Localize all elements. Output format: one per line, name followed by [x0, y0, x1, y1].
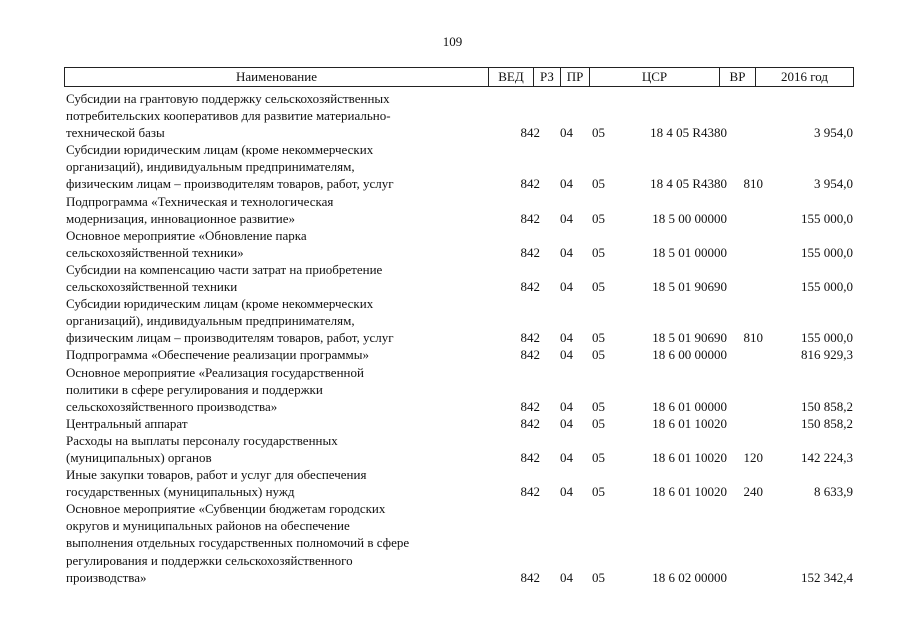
cell-ved: 842 [520, 210, 540, 226]
header-year: 2016 год [781, 69, 828, 84]
cell-sum: 152 342,4 [801, 569, 853, 585]
cell-sum: 142 224,3 [801, 449, 853, 465]
header-rz: РЗ [534, 68, 561, 86]
cell-ved: 842 [520, 484, 540, 500]
cell-pr: 05 [592, 279, 605, 295]
cell-name: Подпрограмма «Обеспечение реализации программы» [66, 347, 369, 363]
header-csr: ЦСР [590, 68, 720, 86]
cell-ved: 842 [520, 347, 540, 363]
cell-name: Субсидии юридическим лицам (кроме некоммерческих организаций), индивидуальным предпринимателям, физическим лицам – производителям товаров, работ, услуг [66, 296, 394, 346]
cell-name: Основное мероприятие «Обновление парка сельскохозяйственной техники» [66, 227, 307, 260]
cell-pr: 05 [592, 569, 605, 585]
table-row [66, 432, 856, 466]
header-pr: ПР [561, 68, 590, 86]
cell-sum: 816 929,3 [801, 347, 853, 363]
cell-pr: 05 [592, 449, 605, 465]
cell-sum: 155 000,0 [801, 279, 853, 295]
cell-vr: 120 [743, 449, 763, 465]
cell-pr: 05 [592, 125, 605, 141]
cell-csr: 18 4 05 R4380 [650, 176, 727, 192]
cell-name: Субсидии на компенсацию части затрат на приобретение сельскохозяйственной техники [66, 261, 383, 295]
table-row [66, 227, 856, 261]
cell-sum: 155 000,0 [801, 244, 853, 260]
cell-pr: 05 [592, 347, 605, 363]
cell-name: Основное мероприятие «Субвенции бюджетам городских округов и муниципальных районов на обеспечение выполнения отдельных государственных полномочий в сфере регулирования и поддержки сельскохозяйственного производства» [66, 501, 410, 585]
cell-sum: 150 858,2 [801, 415, 853, 431]
header-ved: ВЕД [489, 68, 534, 86]
cell-rz: 04 [560, 125, 573, 141]
cell-pr: 05 [592, 244, 605, 260]
table-row [66, 90, 856, 141]
cell-rz: 04 [560, 244, 573, 260]
cell-sum: 155 000,0 [801, 210, 853, 226]
cell-rz: 04 [560, 398, 573, 414]
cell-csr: 18 6 01 00000 [652, 398, 727, 414]
table-row [66, 500, 856, 585]
cell-csr: 18 5 01 90690 [652, 279, 727, 295]
cell-ved: 842 [520, 449, 540, 465]
cell-ved: 842 [520, 244, 540, 260]
cell-ved: 842 [520, 569, 540, 585]
cell-ved: 842 [520, 176, 540, 192]
cell-sum: 3 954,0 [814, 176, 853, 192]
cell-ved: 842 [520, 279, 540, 295]
cell-ved: 842 [520, 330, 540, 346]
cell-pr: 05 [592, 330, 605, 346]
cell-rz: 04 [560, 415, 573, 431]
cell-rz: 04 [560, 210, 573, 226]
cell-rz: 04 [560, 569, 573, 585]
cell-csr: 18 6 00 00000 [652, 347, 727, 363]
table-row [66, 295, 856, 346]
cell-vr: 810 [743, 176, 763, 192]
cell-csr: 18 5 00 00000 [652, 210, 727, 226]
cell-vr: 810 [743, 330, 763, 346]
cell-sum: 8 633,9 [814, 484, 853, 500]
cell-rz: 04 [560, 279, 573, 295]
cell-pr: 05 [592, 484, 605, 500]
cell-vr: 240 [743, 484, 763, 500]
cell-csr: 18 6 02 00000 [652, 569, 727, 585]
cell-name: Центральный аппарат [66, 415, 188, 431]
cell-sum: 3 954,0 [814, 125, 853, 141]
cell-pr: 05 [592, 176, 605, 192]
cell-csr: 18 5 01 00000 [652, 244, 727, 260]
cell-name: Субсидии на грантовую поддержку сельскохозяйственных потребительских кооперативов для развитие материально- технической базы [66, 91, 391, 141]
table-header [64, 67, 854, 87]
cell-csr: 18 6 01 10020 [652, 449, 727, 465]
cell-rz: 04 [560, 330, 573, 346]
cell-name: Субсидии юридическим лицам (кроме некоммерческих организаций), индивидуальным предпринимателям, физическим лицам – производителям товаров, работ, услуг [66, 142, 394, 192]
cell-rz: 04 [560, 347, 573, 363]
cell-pr: 05 [592, 210, 605, 226]
table-row [66, 415, 856, 432]
table-row [66, 364, 856, 415]
cell-csr: 18 4 05 R4380 [650, 125, 727, 141]
table-row [66, 141, 856, 192]
table-row [66, 261, 856, 295]
header-vr: ВР [720, 68, 756, 86]
cell-pr: 05 [592, 415, 605, 431]
cell-name: Расходы на выплаты персоналу государственных (муниципальных) органов [66, 432, 338, 465]
cell-pr: 05 [592, 398, 605, 414]
cell-csr: 18 6 01 10020 [652, 484, 727, 500]
header-name: Наименование [65, 68, 489, 86]
cell-csr: 18 5 01 90690 [652, 330, 727, 346]
page-number: 109 [442, 34, 463, 49]
cell-name: Подпрограмма «Техническая и технологическая модернизация, инновационное развитие» [66, 193, 334, 226]
table-row [66, 193, 856, 227]
table-body [66, 90, 856, 586]
cell-ved: 842 [520, 398, 540, 414]
table-row [66, 466, 856, 500]
cell-rz: 04 [560, 484, 573, 500]
cell-rz: 04 [560, 449, 573, 465]
cell-name: Основное мероприятие «Реализация государственной политики в сфере регулирования и поддержки сельскохозяйственного производства» [66, 364, 364, 414]
cell-ved: 842 [520, 415, 540, 431]
cell-sum: 155 000,0 [801, 330, 853, 346]
cell-name: Иные закупки товаров, работ и услуг для обеспечения государственных (муниципальных) нужд [66, 467, 367, 500]
table-row [66, 346, 856, 363]
cell-ved: 842 [520, 125, 540, 141]
cell-csr: 18 6 01 10020 [652, 415, 727, 431]
cell-rz: 04 [560, 176, 573, 192]
cell-sum: 150 858,2 [801, 398, 853, 414]
